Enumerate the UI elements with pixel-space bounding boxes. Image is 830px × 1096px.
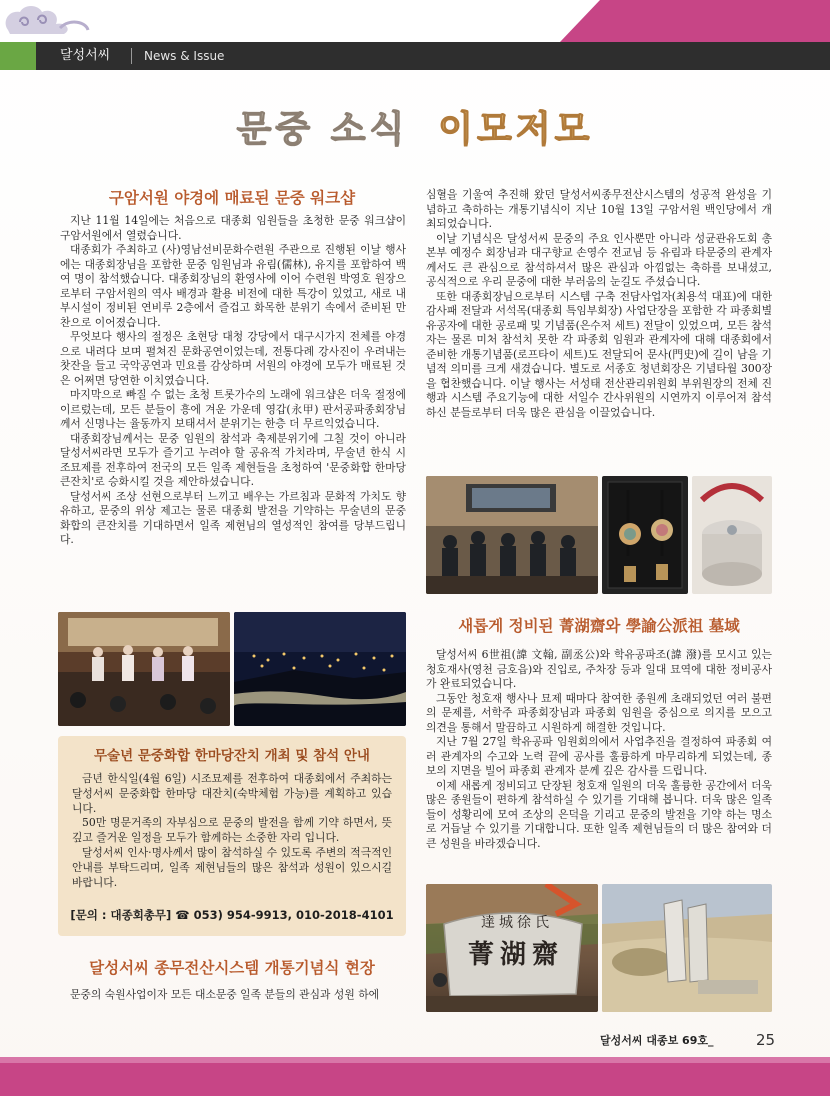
photo-night-view (234, 612, 406, 726)
page-title-part1: 문중 소식 (236, 109, 409, 150)
photo-performance (58, 612, 230, 726)
notice-paragraph: 금년 한식일(4월 6일) 시조묘제를 전후하여 대종회에서 주최하는 달성서씨 문중화합 한마당 대잔치(숙박체험 가능)를 계획하고 있습니다. (72, 772, 392, 815)
notice-paragraph: 달성서씨 인사·명사께서 많이 참석하실 수 있도록 주변의 적극적인 안내를 부탁드리며, 일족 제현님들의 많은 참석과 성원이 있으시길 바랍니다. (72, 845, 392, 889)
notice-paragraph: 50만 명문거족의 자부심으로 문중의 발전을 함께 기약 하면서, 뜻 깊고 즐거운 일정을 모두가 함께하는 소중한 자리 입니다. (72, 816, 392, 845)
footer-band-highlight (0, 1057, 830, 1063)
photo-towel-gift (692, 476, 772, 594)
section-subtitle: News & Issue (144, 49, 225, 63)
article2-paragraph: 심혈을 기울여 추진해 왔던 달성서씨종무전산시스템의 성공적 완성을 기념하고 축하하는 개통기념식이 지난 10월 13일 구암서원 백인당에서 개최되었습니다. (426, 188, 772, 230)
article1-paragraph: 대종회장님께서는 문중 임원의 참석과 축제분위기에 그칠 것이 아니라 달성서씨라면 모두가 즐기고 누려야 할 공유적 가치라며, 무술년 한식 시조묘제를 전후하여 전국의 모든 일족 제현들을 초청하여 '문중화합 한마당 큰잔치'로 승화시킬 것을 제안하셨습니다. (60, 431, 406, 488)
stone-inscription-large: 菁湖齋 (467, 940, 564, 970)
article1-paragraph: 마지막으로 빠질 수 없는 초청 트롯가수의 노래에 워크샵은 더욱 절정에 이르렀는데, 모든 분들이 흥에 겨운 가운데 영갑(永甲) 판서공파종회장님께서 신명나는 율동까지 보태셔서 분위기는 한층 더 무르익었습니다. (60, 388, 406, 430)
photo-bolo-tie-set (602, 476, 688, 594)
page-number: 25 (756, 1031, 776, 1049)
header-accent-block (0, 42, 36, 70)
header-bar (0, 42, 830, 70)
article2-body (426, 188, 772, 420)
notice-heading: 무술년 문중화합 한마당잔치 개최 및 참석 안내 (94, 748, 370, 764)
photo-stone-monument (426, 884, 598, 1012)
article3-body (426, 648, 772, 851)
photo-ceremony (426, 476, 598, 594)
article1-paragraph: 지난 11월 14일에는 처음으로 대종회 임원들을 초청한 문중 워크샵이 구암서원에서 열렸습니다. (60, 214, 406, 242)
article1-paragraph: 무엇보다 행사의 절정은 초현당 대청 강당에서 대구시가지 전체를 야경으로 내려다 보며 펼쳐진 문화공연이었는데, 전통다례 강사진이 우려내는 찻잔을 들고 국악공연과 민요를 감상하며 서원의 야경에 모두가 매료된 것은 어쩌면 당연한 이치였습니다. (60, 330, 406, 387)
publication-label: 달성서씨 대종보 69호_ (600, 1034, 714, 1047)
photo-tomb-area (602, 884, 772, 1012)
notice-body (72, 772, 392, 890)
article2-paragraph: 문중의 숙원사업이자 모든 대소문중 일족 분들의 관심과 성원 하에 (70, 988, 380, 1001)
pink-corner-banner (560, 0, 830, 42)
article2-intro (60, 988, 406, 1003)
page-title-part2: 이모저모 (438, 109, 594, 150)
article2-heading: 달성서씨 종무전산시스템 개통기념식 현장 (89, 959, 375, 977)
article2-paragraph: 이날 기념식은 달성서씨 문중의 주요 인사뿐만 아니라 성균관유도회 총본부 예정수 회장님과 대구향교 손영수 전교님 등 유림과 타문중의 관계자께서도 큰 관심으로 참석하셔서 많은 관심과 아낌없는 축하를 보내셨고, 공식적으로 우리 문중에 대한 부러움의 눈길도 주셨습니다. (426, 231, 772, 288)
article1-paragraph: 달성서씨 조상 선현으로부터 느끼고 배우는 가르침과 문화적 가치도 향유하고, 문중의 위상 제고는 물론 대종회 발전을 기약하는 무술년의 문중 화합의 큰잔치를 기대하면서 일족 제현님의 열성적인 참여를 당부드립니다. (60, 489, 406, 546)
notice-contact: [문의 : 대종회총무] ☎ 053) 954-9913, 010-2018-4101 (70, 908, 394, 922)
page-title (0, 104, 830, 156)
header-divider (131, 48, 132, 64)
section-label: 달성서씨 (60, 48, 111, 63)
article3-heading: 새롭게 정비된 菁湖齋와 學諭公派祖 墓域 (458, 617, 740, 635)
article3-paragraph: 그동안 청호재 행사나 묘제 때마다 참여한 종원께 초래되었던 여러 불편의 문제를, 서학주 파종회장님과 파종회 임원을 중심으로 의지를 모으고 의견을 통해서 말끔하고 시원하게 해결한 것입니다. (426, 691, 772, 734)
article3-paragraph: 이제 새롭게 정비되고 단장된 청호재 일원의 더욱 훌륭한 공간에서 더욱 많은 종원들이 편하게 참석하실 수 있기를 기대해 봅니다. 더욱 많은 일족들이 성황리에 모여 조상의 은덕을 기리고 문중의 발전을 기약 하는 명소로 거듭날 수 있기를 기대합니다. 또한 일족 제현님들의 더 많은 참여와 더 큰 성원을 바라겠습니다. (426, 778, 772, 850)
cloud-ornament-icon (0, 0, 120, 42)
article2-paragraph: 또한 대종회장님으로부터 시스템 구축 전담사업자(최용석 대표)에 대한 감사패 전달과 서석목(대종회 특임부회장) 사업단장을 포함한 각 파종회별 유공자에 대한 공로패 및 기념품(은수저 세트) 전달이 있었으며, 모든 참석자는 물론 미처 참석치 못한 각 파종회 임원과 관계자에 대해 대종회에서 준비한 개통기념품(로프타이 세트)도 전달되어 문사(門史)에 길이 남을 기념적 의미를 크게 새겼습니다. 별도로 서종호 청년회장은 기념타월 300장을 협찬했습니다. 이날 행사는 서성태 전산관리위원회 부위원장의 전체 진행과 시스템 주요기능에 대한 서일수 간사위원의 시연까지 이루어져 참석 하신 분들로부터 더욱 많은 관심을 이끌었습니다. (426, 289, 772, 419)
article1-body (60, 214, 406, 548)
article1-paragraph: 대종회가 주최하고 (사)영남선비문화수련원 주관으로 진행된 이날 행사에는 대종회장님을 포함한 문중 임원님과 유림(儒林), 유지를 포함하여 백여 명이 참석했습니다. 대종회장님의 환영사에 이어 수련원 박영호 원장으로부터 구암서원의 역사 배경과 활용 비전에 대한 특강이 있었고, 새로 내부시설이 정비된 연비루 2층에서 즐겁고 화목한 분위기 속에서 준비된 만찬으로 이어졌습니다. (60, 243, 406, 329)
article3-paragraph: 달성서씨 6世祖(諱 文翰, 副丞公)와 학유공파조(諱 潑)를 모시고 있는 청호재사(영천 금호읍)와 진입로, 주차장 등과 일대 묘역에 대한 정비공사가 완료되었습니다. (426, 648, 772, 690)
stone-inscription-small: 達城徐氏 (481, 915, 553, 931)
article1-heading: 구암서원 야경에 매료된 문중 워크샵 (108, 189, 356, 207)
article3-paragraph: 지난 7월 27일 학유공파 임원회의에서 사업추진을 결정하여 파종회 여러 관계자의 수고와 노력 끝에 공사를 훌륭하게 마무리하게 되었는데, 종보의 지면을 빌어 파종회 관계자 분께 깊은 감사를 드립니다. (426, 735, 772, 777)
